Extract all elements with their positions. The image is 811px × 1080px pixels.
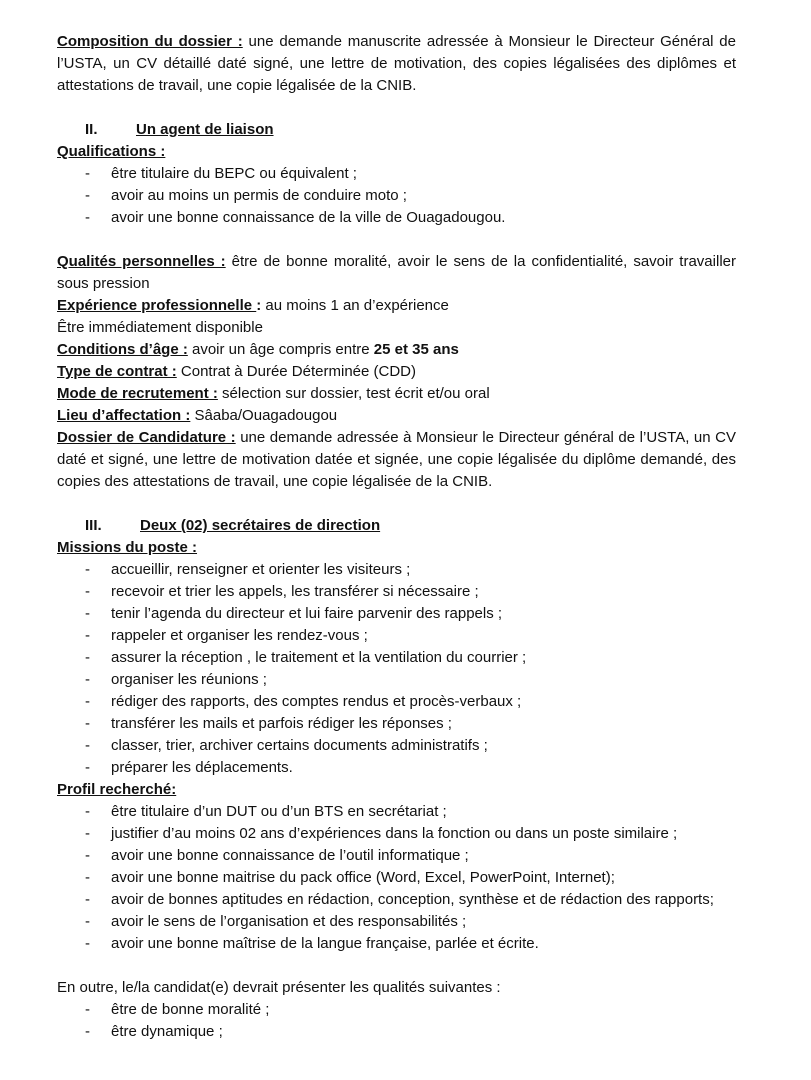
list-item: - avoir une bonne connaissance de l’outil informatique ; xyxy=(85,845,736,867)
age-range: 25 et 35 ans xyxy=(373,341,459,358)
experience-label: Expérience professionnelle xyxy=(57,297,257,314)
list-item: - avoir au moins un permis de conduire moto ; xyxy=(85,185,736,207)
list-item: - rappeler et organiser les rendez-vous ; xyxy=(85,625,736,647)
spacer xyxy=(57,493,736,515)
qualifications-label: Qualifications : xyxy=(57,143,166,160)
qualites-label: Qualités personnelles : xyxy=(57,253,226,270)
outre-paragraph: En outre, le/la candidat(e) devrait présenter les qualités suivantes : xyxy=(57,979,501,996)
qualites-text: être de bonne moralité, avoir le sens de la confidentialité, savoir travailler sous pression xyxy=(57,253,736,292)
section-3-heading xyxy=(57,515,736,537)
qualifications-list xyxy=(57,163,736,229)
list-item: - assurer la réception , le traitement et la ventilation du courrier ; xyxy=(85,647,736,669)
list-item: - être dynamique ; xyxy=(85,1021,736,1043)
experience-line xyxy=(57,295,736,317)
section-2-number: II. xyxy=(85,121,98,138)
list-item: - recevoir et trier les appels, les transférer si nécessaire ; xyxy=(85,581,736,603)
list-item: - avoir une bonne maîtrise de la langue française, parlée et écrite. xyxy=(85,933,736,955)
composition-paragraph xyxy=(57,31,736,97)
section-3-title: Deux (02) secrétaires de direction xyxy=(140,517,381,534)
missions-list xyxy=(57,559,736,779)
profil-label: Profil recherché: xyxy=(57,781,177,798)
profil-list xyxy=(57,801,736,955)
lieu-line xyxy=(57,405,736,427)
list-item: - être titulaire d’un DUT ou d’un BTS en secrétariat ; xyxy=(85,801,736,823)
age-label: Conditions d’âge : xyxy=(57,341,188,358)
mode-label: Mode de recrutement : xyxy=(57,385,218,402)
list-item: - préparer les déplacements. xyxy=(85,757,736,779)
dossier-text: une demande adressée à Monsieur le Directeur général de l’USTA, un CV daté et signé, une lettre de motivation datée et signée, une copie légalisée du diplôme demandé, des copies des attestations de travail, une copie légalisée de la CNIB. xyxy=(57,429,736,490)
list-item: - justifier d’au moins 02 ans d’expériences dans la fonction ou dans un poste similaire ; xyxy=(85,823,736,845)
section-2-title: Un agent de liaison xyxy=(136,121,274,138)
spacer xyxy=(57,229,736,251)
list-item: - avoir le sens de l’organisation et des responsabilités ; xyxy=(85,911,736,933)
contrat-text: Contrat à Durée Déterminée (CDD) xyxy=(176,363,416,380)
age-text: avoir un âge compris entre xyxy=(187,341,374,358)
spacer xyxy=(57,97,736,119)
list-item: - accueillir, renseigner et orienter les visiteurs ; xyxy=(85,559,736,581)
qualites-list xyxy=(57,999,736,1043)
dossier-label: Dossier de Candidature : xyxy=(57,429,236,446)
list-item: - rédiger des rapports, des comptes rendus et procès-verbaux ; xyxy=(85,691,736,713)
list-item: - transférer les mails et parfois rédiger les réponses ; xyxy=(85,713,736,735)
section-2-heading xyxy=(57,119,736,141)
list-item: - organiser les réunions ; xyxy=(85,669,736,691)
list-item: - avoir de bonnes aptitudes en rédaction, conception, synthèse et de rédaction des rapports; xyxy=(85,889,736,911)
experience-colon: : xyxy=(256,297,262,314)
list-item: - être titulaire du BEPC ou équivalent ; xyxy=(85,163,736,185)
list-item: - tenir l’agenda du directeur et lui faire parvenir des rappels ; xyxy=(85,603,736,625)
contrat-line xyxy=(57,361,736,383)
qualites-paragraph xyxy=(57,251,736,295)
lieu-text: Sâaba/Ouagadougou xyxy=(190,407,338,424)
section-3-number: III. xyxy=(85,517,102,534)
lieu-label: Lieu d’affectation : xyxy=(57,407,191,424)
composition-text: une demande manuscrite adressée à Monsieur le Directeur Général de l’USTA, un CV détaillé daté signé, une lettre de motivation, des copies légalisées des diplômes et attestations de travail, une copie légalisée de la CNIB. xyxy=(57,33,736,94)
experience-text: au moins 1 an d’expérience xyxy=(261,297,449,314)
dossier-paragraph xyxy=(57,427,736,493)
mode-text: sélection sur dossier, test écrit et/ou oral xyxy=(217,385,490,402)
mode-line xyxy=(57,383,736,405)
contrat-label: Type de contrat : xyxy=(57,363,177,380)
age-line xyxy=(57,339,736,361)
missions-label: Missions du poste : xyxy=(57,539,198,556)
list-item: - avoir une bonne maitrise du pack office (Word, Excel, PowerPoint, Internet); xyxy=(85,867,736,889)
disponible-line: Être immédiatement disponible xyxy=(57,319,263,336)
spacer xyxy=(57,955,736,977)
list-item: - être de bonne moralité ; xyxy=(85,999,736,1021)
list-item: - classer, trier, archiver certains documents administratifs ; xyxy=(85,735,736,757)
list-item: - avoir une bonne connaissance de la ville de Ouagadougou. xyxy=(85,207,736,229)
composition-label: Composition du dossier : xyxy=(57,33,243,50)
